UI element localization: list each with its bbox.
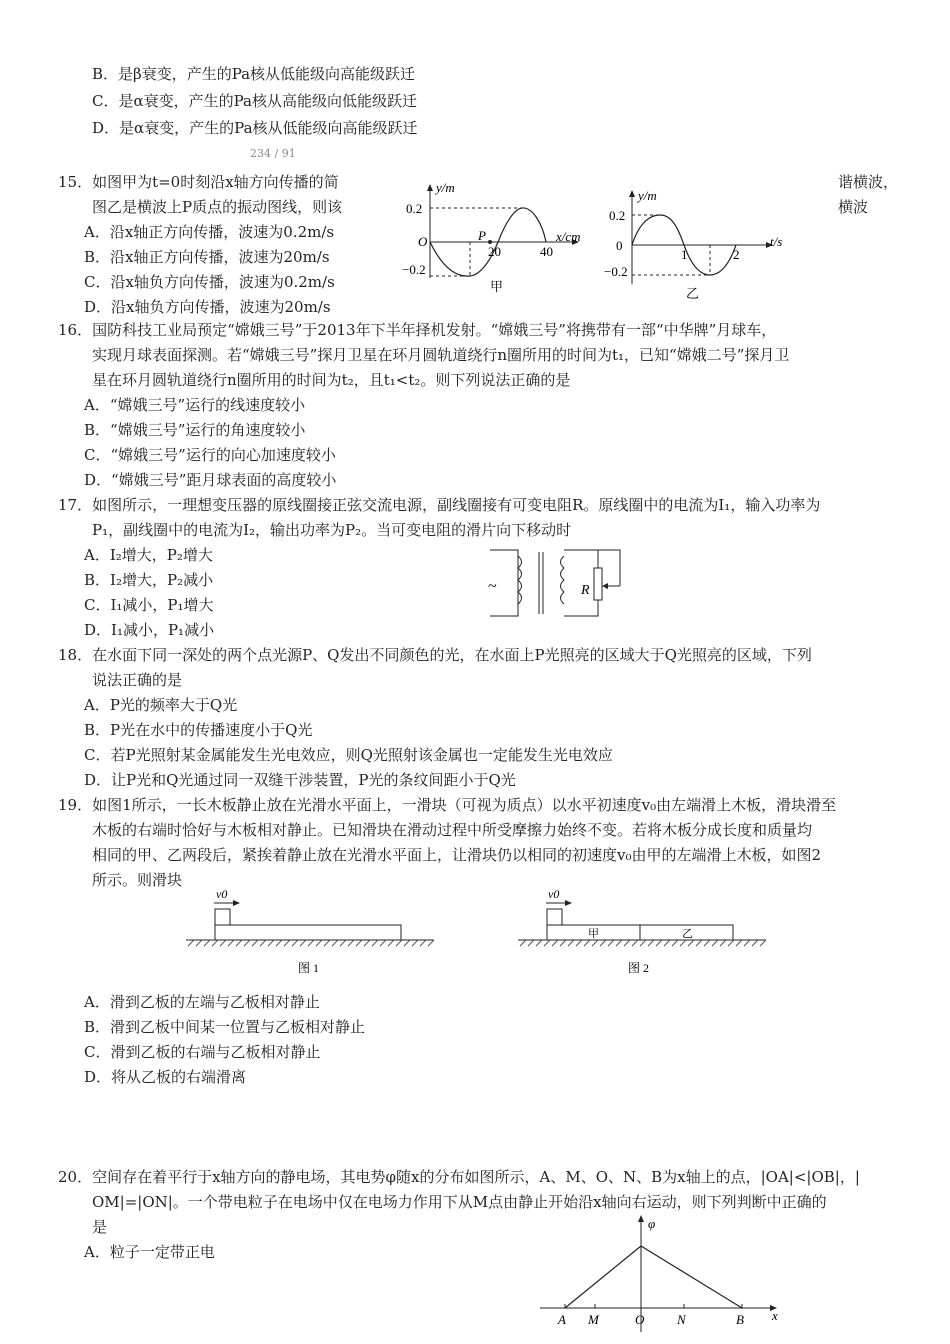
x-label: x (772, 1308, 778, 1323)
q18-option-c: C．若P光照射某金属能发生光电效应，则Q光照射该金属也一定能发生光电效应 (84, 746, 613, 764)
caption: 乙 (686, 286, 700, 301)
xlabel: x/cm (556, 229, 581, 244)
q15-option-d: D．沿x轴负方向传播，波速为20m/s (84, 298, 331, 316)
q15-option-c: C．沿x轴负方向传播，波速为0.2m/s (84, 273, 335, 291)
q15-vibration-figure-yi (604, 184, 794, 302)
q14-option-c: C．是α衰变，产生的Pa核从高能级向低能级跃迁 (92, 92, 417, 110)
x1: 20 (488, 244, 501, 259)
y-top: 0.2 (609, 208, 626, 223)
phi-label: φ (648, 1216, 656, 1231)
q17-transformer-figure (478, 546, 638, 620)
long-board (215, 925, 401, 940)
q20-line2: OM|=|ON|。一个带电粒子在电场中仅在电场力作用下从M点由静止开始沿x轴向右运动，则下列判断中正确的 (92, 1193, 827, 1211)
q17-option-a: A．I₂增大，P₂增大 (84, 546, 213, 564)
q18-option-b: B．P光在水中的传播速度小于Q光 (84, 721, 313, 739)
caption: 图 1 (298, 961, 320, 975)
slider-block (547, 909, 562, 925)
q14-option-d: D．是α衰变，产生的Pa核从低能级向高能级跃迁 (92, 119, 418, 137)
q18-option-d: D．让P光和Q光通过同一双缝干涉装置，P光的条纹间距小于Q光 (84, 771, 516, 789)
xlabel: t/s (770, 234, 783, 249)
q15-wave-figure-jia (400, 178, 610, 296)
ground-hatching (188, 940, 434, 946)
label-b: B (736, 1312, 744, 1327)
label-o: O (635, 1312, 645, 1327)
ground-hatching (520, 940, 766, 946)
q17-option-d: D．I₁减小，P₁减小 (84, 621, 215, 639)
q16-option-a: A．“嫦娥三号”运行的线速度较小 (84, 396, 306, 414)
velocity-arrow-icon (233, 900, 240, 906)
q20-line1: 20．空间存在着平行于x轴方向的静电场，其电势φ随x的分布如图所示，A、M、O、N、B为x轴上的点，|OA|<|OB|，| (58, 1168, 860, 1186)
y-bottom: −0.2 (402, 262, 426, 277)
resistor (594, 568, 602, 600)
q16-option-d: D．“嫦娥三号”距月球表面的高度较小 (84, 471, 337, 489)
label-a: A (558, 1312, 566, 1327)
q16-line3: 星在环月圆轨道绕行n圈所用的时间为t₂，且t₁<t₂。则下列说法正确的是 (92, 371, 571, 389)
q19-option-b: B．滑到乙板中间某一位置与乙板相对静止 (84, 1018, 366, 1036)
velocity-arrow-icon (565, 900, 572, 906)
q19-figure-2 (514, 884, 770, 976)
caption: 图 2 (628, 961, 650, 975)
q15-option-a: A．沿x轴正方向传播，波速为0.2m/s (84, 223, 335, 241)
q17-line2: P₁，副线圈中的电流为I₂，输出功率为P₂。当可变电阻的滑片向下移动时 (92, 521, 572, 539)
y-bottom: −0.2 (604, 264, 628, 279)
resistor-label: R (581, 583, 590, 598)
secondary-coil (561, 556, 565, 604)
q19-line3: 相同的甲、乙两段后，紧挨着静止放在光滑水平面上，让滑块仍以相同的初速度v₀由甲的左端滑上木板，如图2 (92, 846, 822, 864)
q17-option-c: C．I₁减小，P₁增大 (84, 596, 214, 614)
q19-option-d: D．将从乙板的右端滑离 (84, 1068, 247, 1086)
q20-potential-figure (536, 1212, 786, 1344)
label-m: M (588, 1312, 599, 1327)
slider-block (215, 909, 230, 925)
q16-line2: 实现月球表面探测。若“嫦娥三号”探月卫星在环月圆轨道绕行n圈所用的时间为t₁，已知“嫦娥二号”探月卫 (92, 346, 790, 364)
q15-option-b: B．沿x轴正方向传播，波速为20m/s (84, 248, 330, 266)
ylabel: y/m (436, 180, 455, 195)
q19-line1: 19．如图1所示，一长木板静止放在光滑水平面上，一滑块（可视为质点）以水平初速度v₀由左端滑上木板，滑块滑至 (58, 796, 837, 814)
q16-option-c: C．“嫦娥三号”运行的向心加速度较小 (84, 446, 336, 464)
secondary-wire-bottom (564, 600, 598, 616)
q14-nuclide-note: 234 / 91 (250, 147, 296, 160)
q17-line1: 17．如图所示，一理想变压器的原线圈接正弦交流电源，副线圈接有可变电阻R。原线圈中的电流为I₁，输入功率为 (58, 496, 821, 514)
secondary-wire-top (564, 550, 620, 586)
q14-option-b: B．是β衰变，产生的Pa核从低能级向高能级跃迁 (92, 65, 416, 83)
q19-line2: 木板的右端时恰好与木板相对静止。已知滑块在滑动过程中所受摩擦力始终不变。若将木板分成长度和质量均 (92, 821, 813, 839)
q19-line4: 所示。则滑块 (92, 871, 183, 889)
v0-label: v0 (216, 887, 228, 901)
x2: 2 (733, 247, 740, 262)
caption: 甲 (490, 279, 504, 294)
v0-label: v0 (548, 887, 560, 901)
q19-option-c: C．滑到乙板的右端与乙板相对静止 (84, 1043, 321, 1061)
q19-figure-1 (182, 884, 438, 976)
x1: 1 (681, 247, 688, 262)
origin: O (418, 234, 428, 249)
q17-option-b: B．I₂增大，P₂减小 (84, 571, 214, 589)
y-axis-arrow-icon (427, 184, 433, 191)
q18-option-a: A．P光的频率大于Q光 (84, 696, 238, 714)
ylabel: y/m (638, 188, 657, 203)
q15-line1-left: 15．如图甲为t=0时刻沿x轴方向传播的简 (58, 173, 339, 191)
slider-arrow-icon (602, 583, 608, 589)
y-top: 0.2 (406, 201, 423, 216)
board-jia-label: 甲 (588, 928, 599, 940)
q16-option-b: B．“嫦娥三号”运行的角速度较小 (84, 421, 306, 439)
q15-line2-right: 横波 (838, 198, 869, 216)
q15-line2-left: 图乙是横波上P质点的振动图线，则该 (92, 198, 343, 216)
origin: 0 (616, 238, 623, 253)
q16-line1: 16．国防科技工业局预定“嫦娥三号”于2013年下半年择机发射。“嫦娥三号”将携带有一部“中华牌”月球车， (58, 321, 777, 339)
q15-line1-right: 谐横波， (838, 173, 899, 191)
q19-option-a: A．滑到乙板的左端与乙板相对静止 (84, 993, 320, 1011)
y-axis-arrow-icon (629, 190, 635, 197)
ac-source-symbol: ~ (488, 578, 497, 595)
board-yi-label: 乙 (682, 928, 693, 940)
potential-curve (565, 1246, 742, 1308)
x2: 40 (540, 244, 553, 259)
label-n: N (677, 1312, 686, 1327)
q18-line2: 说法正确的是 (92, 671, 183, 689)
q18-line1: 18．在水面下同一深处的两个点光源P、Q发出不同颜色的光，在水面上P光照亮的区域大于Q光照亮的区域，下列 (58, 646, 812, 664)
point-p-label: P (478, 228, 486, 243)
phi-axis-arrow-icon (638, 1215, 644, 1222)
q20-line3: 是 (92, 1218, 108, 1236)
q20-option-a: A．粒子一定带正电 (84, 1243, 215, 1261)
primary-coil (518, 556, 522, 604)
